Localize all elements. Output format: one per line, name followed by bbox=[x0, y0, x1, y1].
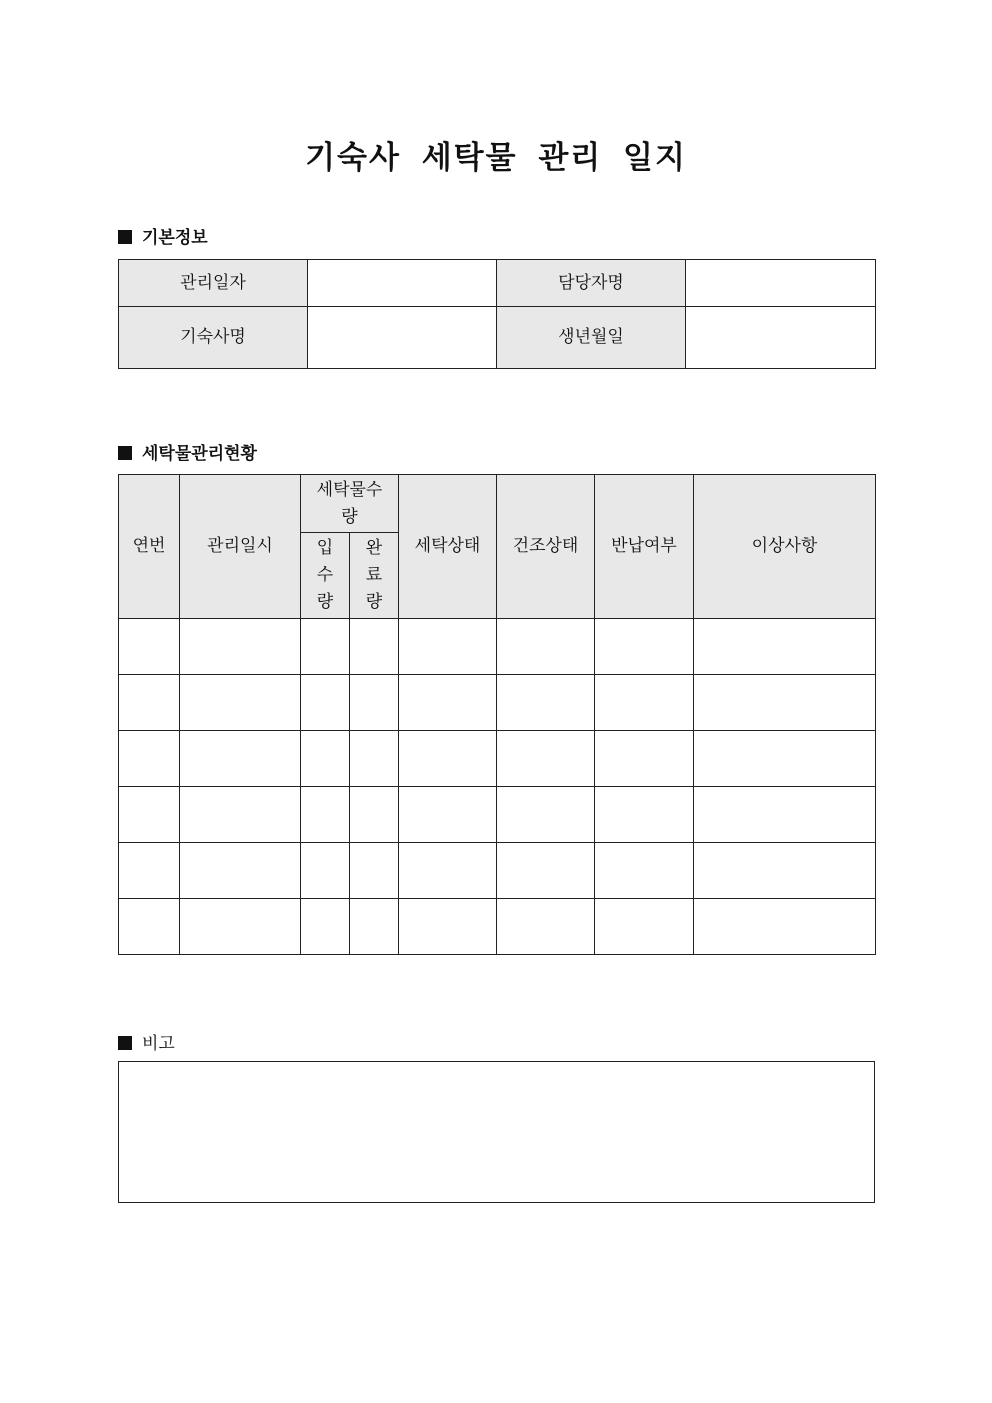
cell-no[interactable] bbox=[119, 675, 180, 731]
table-row bbox=[119, 675, 876, 731]
memo-heading-text: 비고 bbox=[142, 1034, 175, 1054]
manager-name-field[interactable] bbox=[686, 260, 876, 307]
cell-no[interactable] bbox=[119, 787, 180, 843]
cell-issues[interactable] bbox=[694, 843, 876, 899]
header-in-qty-char: 량 bbox=[316, 592, 334, 612]
cell-returned[interactable] bbox=[595, 787, 694, 843]
cell-datetime[interactable] bbox=[180, 787, 301, 843]
header-qty-line: 세탁물수 bbox=[316, 479, 383, 500]
basic-info-table bbox=[118, 259, 876, 369]
cell-datetime[interactable] bbox=[180, 675, 301, 731]
header-no: 연번 bbox=[119, 475, 180, 619]
cell-in-qty[interactable] bbox=[301, 899, 350, 955]
manage-date-field[interactable] bbox=[308, 260, 497, 307]
cell-wash-status[interactable] bbox=[399, 619, 497, 675]
cell-in-qty[interactable] bbox=[301, 843, 350, 899]
header-in-qty bbox=[301, 533, 350, 619]
cell-no[interactable] bbox=[119, 619, 180, 675]
cell-done-qty[interactable] bbox=[350, 787, 399, 843]
cell-dry-status[interactable] bbox=[497, 619, 595, 675]
laundry-table bbox=[118, 474, 876, 955]
cell-datetime[interactable] bbox=[180, 731, 301, 787]
header-done-qty bbox=[350, 533, 399, 619]
cell-done-qty[interactable] bbox=[350, 731, 399, 787]
dorm-name-label: 기숙사명 bbox=[119, 307, 308, 369]
cell-wash-status[interactable] bbox=[399, 899, 497, 955]
square-bullet-icon bbox=[118, 446, 132, 460]
cell-wash-status[interactable] bbox=[399, 731, 497, 787]
manage-date-label: 관리일자 bbox=[119, 260, 308, 307]
cell-in-qty[interactable] bbox=[301, 731, 350, 787]
cell-no[interactable] bbox=[119, 899, 180, 955]
header-dry-status: 건조상태 bbox=[497, 475, 595, 619]
square-bullet-icon bbox=[118, 1036, 132, 1050]
table-row bbox=[119, 843, 876, 899]
cell-datetime[interactable] bbox=[180, 843, 301, 899]
cell-dry-status[interactable] bbox=[497, 675, 595, 731]
cell-returned[interactable] bbox=[595, 731, 694, 787]
header-in-qty-char: 수 bbox=[316, 565, 334, 585]
cell-done-qty[interactable] bbox=[350, 899, 399, 955]
table-row bbox=[119, 787, 876, 843]
table-row bbox=[119, 731, 876, 787]
basic-info-heading bbox=[118, 223, 208, 248]
basic-info-heading-text: 기본정보 bbox=[142, 228, 208, 248]
cell-dry-status[interactable] bbox=[497, 899, 595, 955]
cell-datetime[interactable] bbox=[180, 899, 301, 955]
table-row bbox=[119, 619, 876, 675]
cell-no[interactable] bbox=[119, 731, 180, 787]
cell-done-qty[interactable] bbox=[350, 675, 399, 731]
header-in-qty-char: 입 bbox=[316, 538, 334, 558]
cell-no[interactable] bbox=[119, 843, 180, 899]
table-row bbox=[119, 899, 876, 955]
cell-issues[interactable] bbox=[694, 619, 876, 675]
cell-returned[interactable] bbox=[595, 619, 694, 675]
cell-dry-status[interactable] bbox=[497, 731, 595, 787]
cell-done-qty[interactable] bbox=[350, 619, 399, 675]
header-done-qty-char: 량 bbox=[365, 592, 383, 612]
cell-done-qty[interactable] bbox=[350, 843, 399, 899]
cell-returned[interactable] bbox=[595, 843, 694, 899]
memo-field[interactable] bbox=[118, 1061, 875, 1203]
laundry-heading bbox=[118, 439, 257, 464]
memo-heading bbox=[118, 1029, 175, 1054]
document-title: 기숙사 세탁물 관리 일지 bbox=[305, 140, 687, 176]
square-bullet-icon bbox=[118, 230, 132, 244]
cell-in-qty[interactable] bbox=[301, 787, 350, 843]
header-done-qty-char: 료 bbox=[365, 565, 383, 585]
header-qty-line: 량 bbox=[341, 506, 358, 527]
cell-datetime[interactable] bbox=[180, 619, 301, 675]
birth-date-field[interactable] bbox=[686, 307, 876, 369]
header-done-qty-char: 완 bbox=[365, 538, 383, 558]
cell-issues[interactable] bbox=[694, 731, 876, 787]
cell-in-qty[interactable] bbox=[301, 675, 350, 731]
header-datetime: 관리일시 bbox=[180, 475, 301, 619]
cell-wash-status[interactable] bbox=[399, 843, 497, 899]
laundry-table-body bbox=[119, 619, 876, 955]
header-issues: 이상사항 bbox=[694, 475, 876, 619]
dorm-name-field[interactable] bbox=[308, 307, 497, 369]
cell-returned[interactable] bbox=[595, 899, 694, 955]
birth-date-label: 생년월일 bbox=[497, 307, 686, 369]
cell-issues[interactable] bbox=[694, 675, 876, 731]
laundry-heading-text: 세탁물관리현황 bbox=[142, 444, 257, 464]
cell-issues[interactable] bbox=[694, 899, 876, 955]
cell-issues[interactable] bbox=[694, 787, 876, 843]
cell-in-qty[interactable] bbox=[301, 619, 350, 675]
cell-wash-status[interactable] bbox=[399, 675, 497, 731]
header-wash-status: 세탁상태 bbox=[399, 475, 497, 619]
header-qty bbox=[301, 475, 399, 533]
cell-dry-status[interactable] bbox=[497, 843, 595, 899]
manager-name-label: 담당자명 bbox=[497, 260, 686, 307]
header-returned: 반납여부 bbox=[595, 475, 694, 619]
cell-dry-status[interactable] bbox=[497, 787, 595, 843]
cell-returned[interactable] bbox=[595, 675, 694, 731]
cell-wash-status[interactable] bbox=[399, 787, 497, 843]
